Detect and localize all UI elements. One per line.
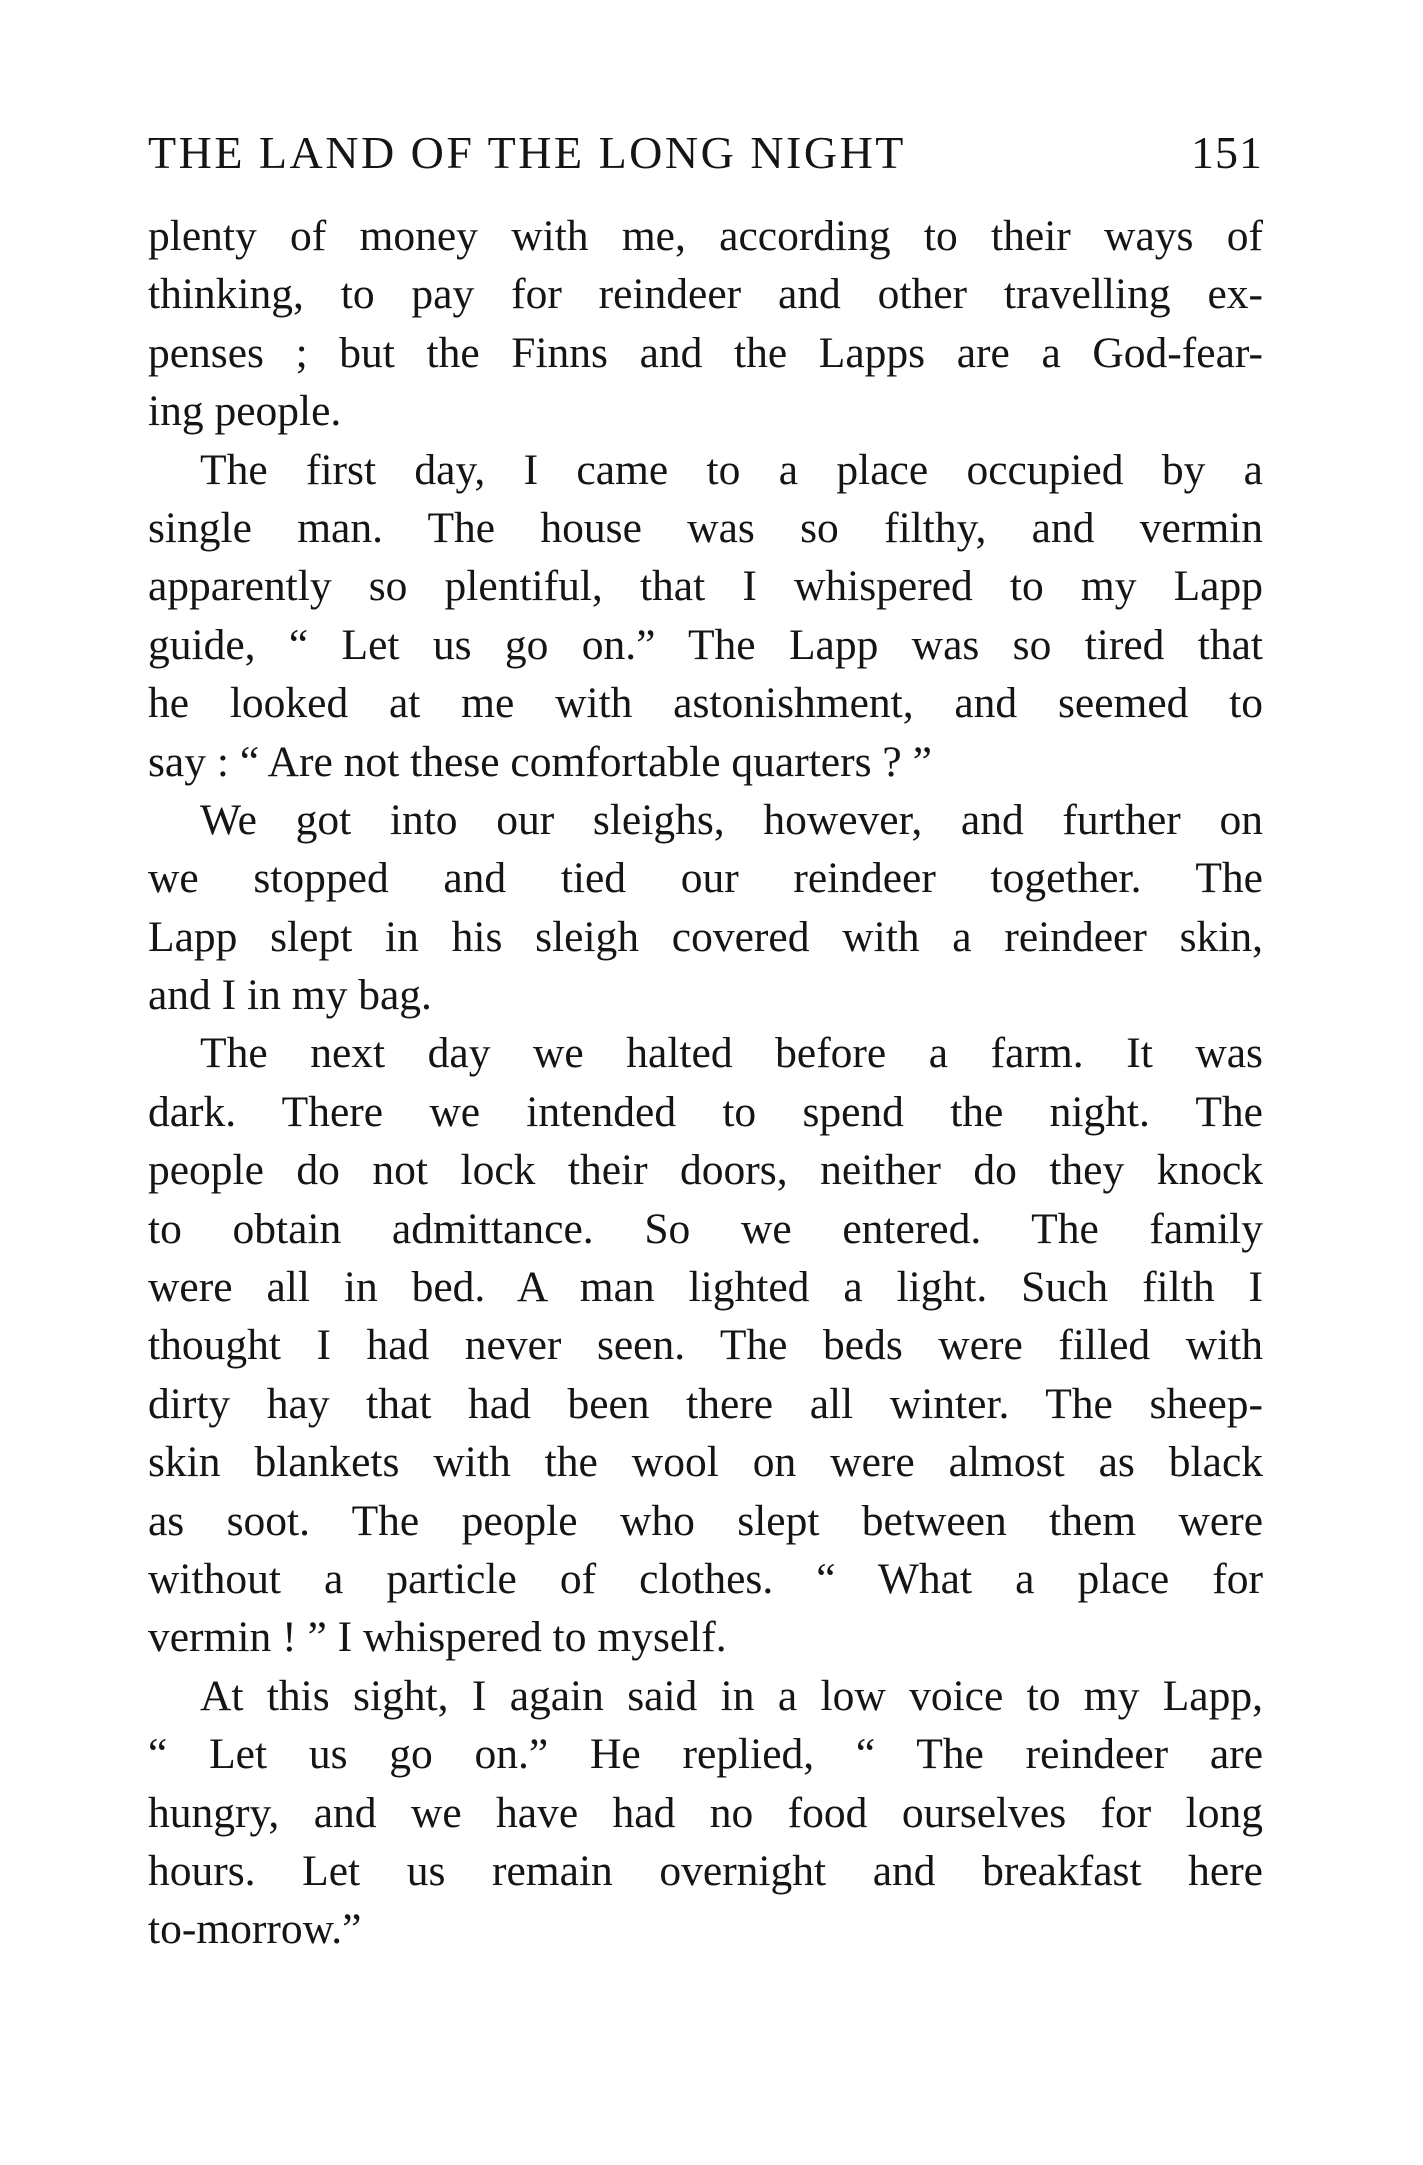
text-line: say : “ Are not these comfortable quarters ? ” xyxy=(148,737,932,786)
text-line: The next day we halted before a farm. It was xyxy=(200,1029,1263,1078)
text-line: “ Let us go on.” He replied, “ The reindeer are xyxy=(148,1730,1263,1779)
text-line: vermin ! ” I whispered to myself. xyxy=(148,1613,727,1662)
running-head xyxy=(148,118,1263,188)
text-line: Lapp slept in his sleigh covered with a reindeer skin, xyxy=(148,912,1263,961)
text-line: The first day, I came to a place occupied by a xyxy=(200,445,1263,494)
text-line: without a particle of clothes. “ What a place for xyxy=(148,1554,1263,1603)
text-line: plenty of money with me, according to their ways of xyxy=(148,212,1263,260)
text-line: skin blankets with the wool on were almost as black xyxy=(148,1438,1263,1487)
text-line: ing people. xyxy=(148,387,342,436)
text-line: we stopped and tied our reindeer together. The xyxy=(148,854,1263,903)
text-line: to obtain admittance. So we entered. The family xyxy=(148,1204,1263,1253)
text-line: dark. There we intended to spend the night. The xyxy=(148,1087,1263,1136)
page-number: 151 xyxy=(1191,127,1263,178)
text-line: thought I had never seen. The beds were filled with xyxy=(148,1321,1263,1370)
text-line: guide, “ Let us go on.” The Lapp was so tired that xyxy=(148,620,1263,669)
text-line: penses ; but the Finns and the Lapps are a God-fear- xyxy=(148,328,1263,377)
text-line: he looked at me with astonishment, and seemed to xyxy=(148,679,1263,728)
text-line: hungry, and we have had no food ourselves for long xyxy=(148,1788,1263,1837)
text-line: to-morrow.” xyxy=(148,1905,362,1954)
text-line: people do not lock their doors, neither do they knock xyxy=(148,1146,1263,1195)
text-line: At this sight, I again said in a low voice to my Lapp, xyxy=(200,1671,1263,1720)
text-line: were all in bed. A man lighted a light. Such filth I xyxy=(148,1263,1263,1312)
text-line: thinking, to pay for reindeer and other travelling ex- xyxy=(148,270,1263,319)
text-line: hours. Let us remain overnight and breakfast here xyxy=(148,1846,1263,1895)
running-head-title: THE LAND OF THE LONG NIGHT xyxy=(148,127,906,178)
text-line: and I in my bag. xyxy=(148,971,432,1020)
text-line: We got into our sleighs, however, and further on xyxy=(200,795,1263,844)
text-line: apparently so plentiful, that I whispered to my Lapp xyxy=(148,562,1263,611)
text-line: dirty hay that had been there all winter. The sheep- xyxy=(148,1379,1263,1428)
text-line: as soot. The people who slept between them were xyxy=(148,1496,1263,1545)
body-text xyxy=(148,207,1263,1959)
text-line: single man. The house was so filthy, and vermin xyxy=(148,503,1263,552)
